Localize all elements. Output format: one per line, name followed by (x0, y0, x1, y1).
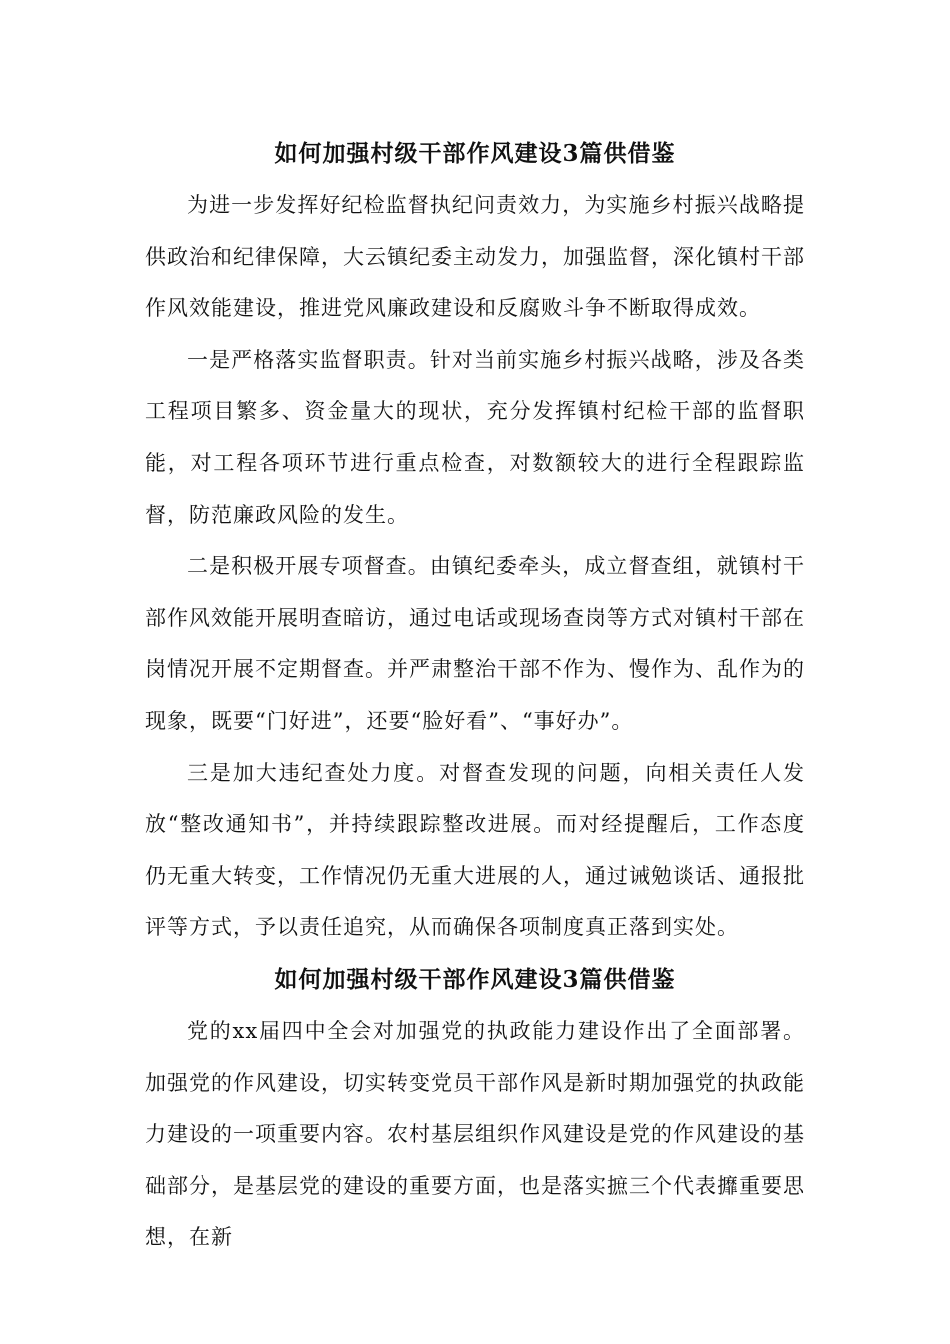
document-body (145, 128, 805, 1264)
article-title-1: 如何加强村级干部作风建设3篇供借鉴 (274, 140, 676, 167)
article-1-paragraph-intro: 为进一步发挥好纪检监督执纪问责效力，为实施乡村振兴战略提供政治和纪律保障，大云镇纪委主动发力，加强监督，深化镇村干部作风效能建设，推进党风廉政建设和反腐败斗争不断取得成效。 (145, 193, 805, 321)
article-1-paragraph-point-1: 一是严格落实监督职责。针对当前实施乡村振兴战略，涉及各类工程项目繁多、资金量大的现状，充分发挥镇村纪检干部的监督职能，对工程各项环节进行重点检查，对数额较大的进行全程跟踪监督，防范廉政风险的发生。 (145, 347, 805, 527)
article-title-2: 如何加强村级干部作风建设3篇供借鉴 (274, 965, 676, 993)
article-1-paragraph-point-2: 二是积极开展专项督查。由镇纪委牵头，成立督查组，就镇村干部作风效能开展明查暗访，通过电话或现场查岗等方式对镇村干部在岗情况开展不定期督查。并严肃整治干部不作为、慢作为、乱作为的现象，既要“门好进”，还要“脸好看”、“事好办”。 (145, 554, 805, 733)
article-2-paragraph-intro: 党的xx届四中全会对加强党的执政能力建设作出了全面部署。加强党的作风建设，切实转变党员干部作风是新时期加强党的执政能力建设的一项重要内容。农村基层组织作风建设是党的作风建设的基础部分，是基层党的建设的重要方面，也是落实摭三个代表攠重要思想，在新 (145, 1018, 805, 1250)
article-1-paragraph-point-3: 三是加大违纪查处力度。对督查发现的问题，向相关责任人发放“整改通知书”，并持续跟踪整改进展。而对经提醒后，工作态度仍无重大转变，工作情况仍无重大进展的人，通过诫勉谈话、通报批评等方式，予以责任追究，从而确保各项制度真正落到实处。 (145, 760, 805, 940)
